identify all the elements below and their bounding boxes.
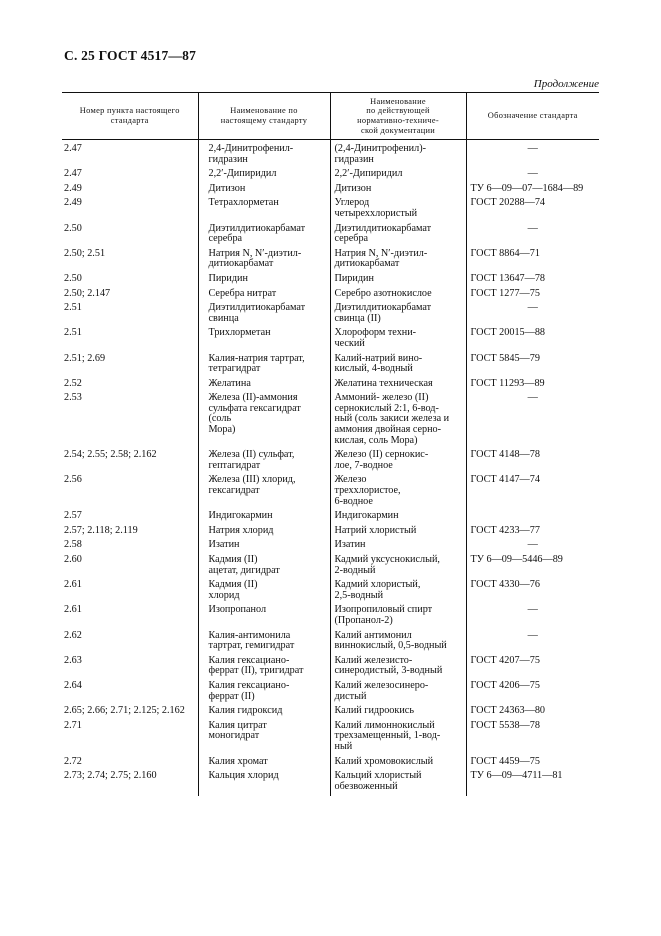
table-row	[62, 303, 599, 328]
cell-standard-code: —	[466, 540, 599, 555]
cell-item-number: 2.63	[64, 654, 82, 666]
cell-item-number: 2.72	[64, 755, 82, 767]
cell-item-number: 2.57; 2.118; 2.119	[64, 524, 138, 536]
cell-standard-code: ГОСТ 4330—76	[466, 580, 599, 605]
cell-item-number: 2.62	[64, 629, 82, 641]
cell-standard-code: ГОСТ 20015—88	[466, 328, 599, 353]
cell-doc-name: Хлороформ техни- ческий	[330, 328, 466, 353]
cell-standard-code: ГОСТ 4459—75	[466, 757, 599, 772]
cell-doc-name: Калий железисто- синеродистый, 3-водный	[330, 656, 466, 681]
cell-item-number: 2.54; 2.55; 2.58; 2.162	[64, 449, 157, 461]
cell-doc-name: Серебро азотнокислое	[330, 289, 466, 304]
table-row	[62, 757, 599, 772]
cell-name: Изопропанол	[198, 605, 330, 630]
cell-name: Кадмия (II) ацетат, дигидрат	[198, 555, 330, 580]
cell-standard-code: ГОСТ 24363—80	[466, 706, 599, 721]
cell-name: Желатина	[198, 379, 330, 394]
cell-name: Калия-натрия тартрат, тетрагидрат	[198, 354, 330, 379]
table-row	[62, 721, 599, 757]
cell-name: Калия гексациано- феррат (II)	[198, 681, 330, 706]
table-row	[62, 354, 599, 379]
cell-name: Пиридин	[198, 274, 330, 289]
table-row	[62, 169, 599, 184]
cell-standard-code: ГОСТ 5538—78	[466, 721, 599, 757]
cell-doc-name: Натрия N, N′-диэтил- дитиокарбамат	[330, 249, 466, 274]
table-row	[62, 706, 599, 721]
cell-doc-name: Железо (II) сернокис- лое, 7-водное	[330, 450, 466, 475]
cell-doc-name: Пиридин	[330, 274, 466, 289]
table-row	[62, 450, 599, 475]
cell-item-number: 2.49	[64, 182, 82, 194]
cell-item-number: 2.49	[64, 197, 82, 209]
cell-item-number: 2.51	[64, 327, 82, 339]
cell-standard-code: —	[466, 224, 599, 249]
table-row	[62, 511, 599, 526]
cell-doc-name: Кадмий уксуснокислый, 2-водный	[330, 555, 466, 580]
table-row	[62, 656, 599, 681]
cell-standard-code: ГОСТ 11293—89	[466, 379, 599, 394]
column-header-doc-name: Наименование по действующей нормативно-техниче- ской документации	[330, 93, 466, 140]
cell-doc-name: Изатин	[330, 540, 466, 555]
cell-name: Калия цитрат моногидрат	[198, 721, 330, 757]
cell-name: Натрия хлорид	[198, 526, 330, 541]
cell-item-number: 2.47	[64, 168, 82, 180]
cell-doc-name: Диэтилдитиокарбамат серебра	[330, 224, 466, 249]
table-row	[62, 580, 599, 605]
cell-item-number: 2.51; 2.69	[64, 352, 106, 364]
cell-doc-name: (2,4-Динитрофенил)- гидразин	[330, 140, 466, 170]
table-row	[62, 379, 599, 394]
cell-name: Калия гидроксид	[198, 706, 330, 721]
cell-name: Натрия N, N′-диэтил- дитиокарбамат	[198, 249, 330, 274]
cell-item-number: 2.52	[64, 377, 82, 389]
cell-standard-code: —	[466, 303, 599, 328]
cell-standard-code: ТУ 6—09—4711—81	[466, 771, 599, 796]
cell-standard-code	[466, 511, 599, 526]
cell-doc-name: Изопропиловый спирт (Пропанол-2)	[330, 605, 466, 630]
cell-item-number: 2.50; 2.51	[64, 247, 106, 259]
cell-name: Серебра нитрат	[198, 289, 330, 304]
cell-item-number: 2.61	[64, 579, 82, 591]
table-row	[62, 631, 599, 656]
cell-name: Калия-антимонила тартрат, гемигидрат	[198, 631, 330, 656]
cell-doc-name: Кадмий хлористый, 2,5-водный	[330, 580, 466, 605]
table-row	[62, 274, 599, 289]
table-row	[62, 540, 599, 555]
cell-standard-code: ГОСТ 4147—74	[466, 475, 599, 511]
table-header-row	[62, 93, 599, 140]
cell-standard-code: ТУ 6—09—5446—89	[466, 555, 599, 580]
cell-item-number: 2.56	[64, 474, 82, 486]
table-row	[62, 681, 599, 706]
cell-standard-code: ГОСТ 1277—75	[466, 289, 599, 304]
table-row	[62, 184, 599, 199]
table-row	[62, 249, 599, 274]
cell-name: Кальция хлорид	[198, 771, 330, 796]
cell-doc-name: Калий гидроокись	[330, 706, 466, 721]
table-row	[62, 328, 599, 353]
column-header-name: Наименование по настоящему стандарту	[198, 93, 330, 140]
cell-name: Диэтилдитиокарбамат серебра	[198, 224, 330, 249]
cell-standard-code: —	[466, 631, 599, 656]
cell-item-number: 2.73; 2.74; 2.75; 2.160	[64, 770, 157, 782]
cell-name: Железа (III) хлорид, гексагидрат	[198, 475, 330, 511]
cell-name: Железа (II)-аммония сульфата гексагидрат (соль Мора)	[198, 393, 330, 450]
cell-name: 2,4-Динитрофенил- гидразин	[198, 140, 330, 170]
cell-doc-name: 2,2′-Дипиридил	[330, 169, 466, 184]
cell-doc-name: Калий железосинеро- дистый	[330, 681, 466, 706]
cell-name: 2,2′-Дипиридил	[198, 169, 330, 184]
cell-item-number: 2.57	[64, 510, 82, 522]
cell-doc-name: Калий лимоннокислый трехзамещенный, 1-вод- ный	[330, 721, 466, 757]
cell-item-number: 2.50	[64, 222, 82, 234]
cell-name: Изатин	[198, 540, 330, 555]
cell-item-number: 2.64	[64, 679, 82, 691]
standards-table	[62, 92, 599, 796]
cell-doc-name: Желатина техническая	[330, 379, 466, 394]
continuation-label: Продолжение	[533, 78, 599, 90]
cell-item-number: 2.47	[64, 143, 82, 154]
cell-item-number: 2.51	[64, 302, 82, 314]
cell-doc-name: Калий хромовокислый	[330, 757, 466, 772]
cell-doc-name: Железо треххлористое, 6-водное	[330, 475, 466, 511]
cell-doc-name: Калий-натрий вино- кислый, 4-водный	[330, 354, 466, 379]
table-row	[62, 605, 599, 630]
cell-name: Железа (II) сульфат, гептагидрат	[198, 450, 330, 475]
table-row	[62, 526, 599, 541]
cell-standard-code: ГОСТ 4207—75	[466, 656, 599, 681]
table-row	[62, 289, 599, 304]
cell-item-number: 2.50; 2.147	[64, 287, 111, 299]
cell-name: Трихлорметан	[198, 328, 330, 353]
cell-item-number: 2.53	[64, 392, 82, 404]
cell-item-number: 2.65; 2.66; 2.71; 2.125; 2.162	[64, 705, 185, 717]
cell-name: Калия хромат	[198, 757, 330, 772]
cell-doc-name: Углерод четыреххлористый	[330, 198, 466, 223]
cell-standard-code: ГОСТ 13647—78	[466, 274, 599, 289]
cell-name: Индигокармин	[198, 511, 330, 526]
table-row	[62, 771, 599, 796]
table-row	[62, 475, 599, 511]
table-row	[62, 140, 599, 170]
cell-doc-name: Калий антимонил виннокислый, 0,5-водный	[330, 631, 466, 656]
cell-standard-code: ГОСТ 8864—71	[466, 249, 599, 274]
cell-name: Дитизон	[198, 184, 330, 199]
cell-standard-code: —	[466, 605, 599, 630]
cell-standard-code: —	[466, 169, 599, 184]
table-row	[62, 224, 599, 249]
column-header-standard: Обозначение стандарта	[466, 93, 599, 140]
cell-standard-code: ГОСТ 4206—75	[466, 681, 599, 706]
cell-name: Кадмия (II) хлорид	[198, 580, 330, 605]
cell-standard-code: —	[466, 393, 599, 450]
cell-standard-code: —	[466, 140, 599, 170]
cell-name: Диэтилдитиокарбамат свинца	[198, 303, 330, 328]
cell-name: Тетрахлорметан	[198, 198, 330, 223]
cell-doc-name: Индигокармин	[330, 511, 466, 526]
cell-standard-code: ГОСТ 20288—74	[466, 198, 599, 223]
table-row	[62, 198, 599, 223]
cell-doc-name: Кальций хлористый обезвоженный	[330, 771, 466, 796]
page-header: С. 25 ГОСТ 4517—87	[64, 48, 197, 63]
column-header-item-number: Номер пункта настоящего стандарта	[79, 106, 180, 125]
cell-item-number: 2.58	[64, 539, 82, 551]
cell-item-number: 2.50	[64, 272, 82, 284]
cell-standard-code: ГОСТ 4233—77	[466, 526, 599, 541]
cell-name: Калия гексациано- феррат (II), тригидрат	[198, 656, 330, 681]
cell-standard-code: ГОСТ 5845—79	[466, 354, 599, 379]
cell-item-number: 2.71	[64, 719, 82, 731]
table-row	[62, 393, 599, 450]
table-row	[62, 555, 599, 580]
cell-standard-code: ТУ 6—09—07—1684—89	[466, 184, 599, 199]
cell-doc-name: Дитизон	[330, 184, 466, 199]
cell-item-number: 2.61	[64, 604, 82, 616]
cell-doc-name: Диэтилдитиокарбамат свинца (II)	[330, 303, 466, 328]
cell-item-number: 2.60	[64, 554, 82, 565]
cell-doc-name: Натрий хлористый	[330, 526, 466, 541]
cell-standard-code: ГОСТ 4148—78	[466, 450, 599, 475]
cell-doc-name: Аммоний- железо (II) сернокислый 2:1, 6-вод- ный (соль закиси железа и аммония двойная серно- кислая, соль Мора)	[330, 393, 466, 450]
